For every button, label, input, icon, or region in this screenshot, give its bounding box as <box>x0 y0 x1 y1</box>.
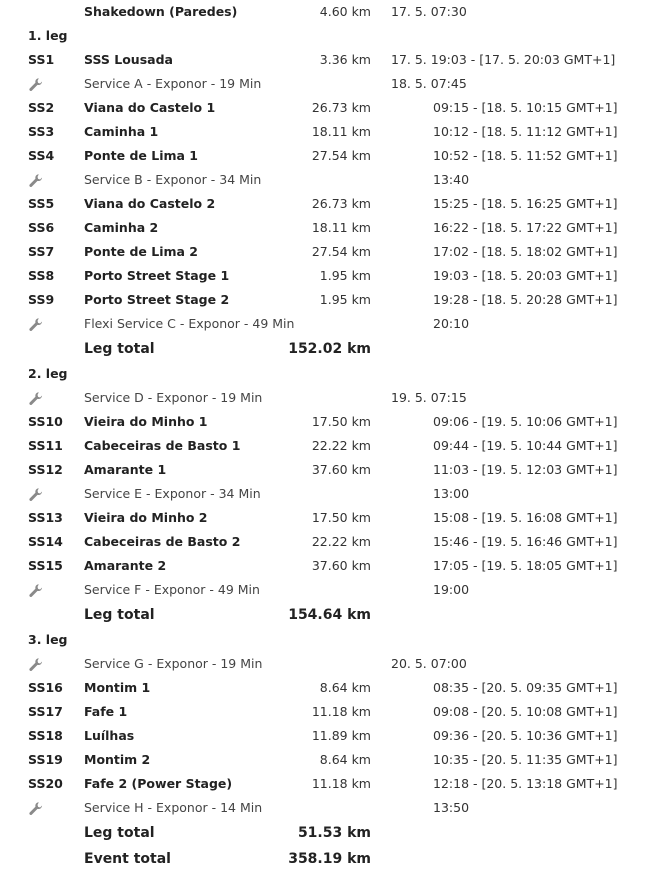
stage-name: Fafe 1 <box>84 704 128 719</box>
stage-id: SS16 <box>28 680 63 695</box>
stage-time: 10:12 - [18. 5. 11:12 GMT+1] <box>433 124 618 139</box>
service-time: 18. 5. 07:45 <box>391 76 467 91</box>
service-name: Service A - Exponor - 19 Min <box>84 76 262 91</box>
stage-name: Luílhas <box>84 728 135 743</box>
wrench-icon <box>28 317 44 333</box>
stage-row <box>0 554 653 578</box>
stage-id: SS6 <box>28 220 55 235</box>
leg-title: 3. leg <box>28 632 68 647</box>
service-name: Service D - Exponor - 19 Min <box>84 390 263 405</box>
stage-name: Porto Street Stage 2 <box>84 292 230 307</box>
stage-time: 10:35 - [20. 5. 11:35 GMT+1] <box>433 752 618 767</box>
stage-km: 11.18 km <box>311 776 371 791</box>
leg-heading <box>0 362 653 386</box>
stage-row <box>0 458 653 482</box>
stage-km: 27.54 km <box>311 148 371 163</box>
stage-km: 8.64 km <box>319 680 371 695</box>
stage-id: SS12 <box>28 462 63 477</box>
stage-row <box>0 144 653 168</box>
service-row <box>0 168 653 192</box>
stage-km: 11.18 km <box>311 704 371 719</box>
stage-id: SS13 <box>28 510 63 525</box>
service-time: 13:40 <box>433 172 470 187</box>
stage-time: 16:22 - [18. 5. 17:22 GMT+1] <box>433 220 618 235</box>
stage-row <box>0 410 653 434</box>
stage-km: 37.60 km <box>311 558 371 573</box>
stage-name: Cabeceiras de Basto 1 <box>84 438 241 453</box>
stage-id: SS17 <box>28 704 63 719</box>
service-row <box>0 312 653 336</box>
service-time: 20:10 <box>433 316 470 331</box>
wrench-icon <box>28 801 44 817</box>
wrench-icon <box>28 173 44 189</box>
stage-time: 15:46 - [19. 5. 16:46 GMT+1] <box>433 534 618 549</box>
leg-heading <box>0 628 653 652</box>
total-km: 154.64 km <box>288 607 371 623</box>
total-row <box>0 846 653 872</box>
wrench-icon <box>28 77 44 93</box>
stage-name: Amarante 2 <box>84 558 167 573</box>
stage-row <box>0 48 653 72</box>
stage-km: 3.36 km <box>319 52 371 67</box>
stage-time: 09:08 - [20. 5. 10:08 GMT+1] <box>433 704 618 719</box>
stage-time: 10:52 - [18. 5. 11:52 GMT+1] <box>433 148 618 163</box>
stage-id: SS20 <box>28 776 63 791</box>
stage-row <box>0 192 653 216</box>
total-label: Leg total <box>84 607 155 623</box>
stage-km: 22.22 km <box>311 438 371 453</box>
stage-km: 26.73 km <box>311 100 371 115</box>
service-name: Flexi Service C - Exponor - 49 Min <box>84 316 295 331</box>
stage-id: SS2 <box>28 100 55 115</box>
stage-name: Viana do Castelo 2 <box>84 196 216 211</box>
stage-row <box>0 216 653 240</box>
service-row <box>0 796 653 820</box>
stage-km: 1.95 km <box>319 268 371 283</box>
stage-id: SS3 <box>28 124 55 139</box>
stage-id: SS11 <box>28 438 63 453</box>
stage-name: Amarante 1 <box>84 462 167 477</box>
stage-row <box>0 748 653 772</box>
stage-time: 08:35 - [20. 5. 09:35 GMT+1] <box>433 680 618 695</box>
stage-km: 26.73 km <box>311 196 371 211</box>
total-label: Leg total <box>84 825 155 841</box>
service-time: 13:00 <box>433 486 470 501</box>
leg-heading <box>0 24 653 48</box>
stage-row <box>0 530 653 554</box>
stage-row <box>0 772 653 796</box>
stage-name: Montim 2 <box>84 752 151 767</box>
stage-name: Viana do Castelo 1 <box>84 100 216 115</box>
stage-time: 11:03 - [19. 5. 12:03 GMT+1] <box>433 462 618 477</box>
service-time: 13:50 <box>433 800 470 815</box>
service-row <box>0 386 653 410</box>
stage-name: Montim 1 <box>84 680 151 695</box>
stage-id: SS10 <box>28 414 63 429</box>
wrench-icon <box>28 391 44 407</box>
stage-km: 17.50 km <box>311 414 371 429</box>
stage-km: 1.95 km <box>319 292 371 307</box>
stage-time: 17:05 - [19. 5. 18:05 GMT+1] <box>433 558 618 573</box>
stage-time: 17. 5. 07:30 <box>391 4 467 19</box>
stage-time: 19:28 - [18. 5. 20:28 GMT+1] <box>433 292 618 307</box>
stage-km: 18.11 km <box>311 220 371 235</box>
stage-row <box>0 700 653 724</box>
total-km: 358.19 km <box>288 851 371 867</box>
stage-row <box>0 96 653 120</box>
stage-id: SS4 <box>28 148 55 163</box>
stage-name: Ponte de Lima 2 <box>84 244 198 259</box>
stage-id: SS7 <box>28 244 55 259</box>
stage-row <box>0 288 653 312</box>
stage-name: Caminha 1 <box>84 124 159 139</box>
stage-km: 18.11 km <box>311 124 371 139</box>
service-time: 19. 5. 07:15 <box>391 390 467 405</box>
stage-time: 12:18 - [20. 5. 13:18 GMT+1] <box>433 776 618 791</box>
stage-name: Porto Street Stage 1 <box>84 268 230 283</box>
stage-name: Caminha 2 <box>84 220 159 235</box>
stage-row <box>0 240 653 264</box>
total-row <box>0 820 653 846</box>
wrench-icon <box>28 657 44 673</box>
stage-row <box>0 0 653 24</box>
wrench-icon <box>28 583 44 599</box>
stage-time: 09:15 - [18. 5. 10:15 GMT+1] <box>433 100 618 115</box>
service-time: 20. 5. 07:00 <box>391 656 467 671</box>
stage-name: SSS Lousada <box>84 52 173 67</box>
stage-km: 11.89 km <box>311 728 371 743</box>
stage-row <box>0 434 653 458</box>
service-name: Service G - Exponor - 19 Min <box>84 656 263 671</box>
stage-km: 27.54 km <box>311 244 371 259</box>
stage-id: SS18 <box>28 728 63 743</box>
service-name: Service B - Exponor - 34 Min <box>84 172 262 187</box>
total-label: Leg total <box>84 341 155 357</box>
stage-id: SS15 <box>28 558 63 573</box>
stage-row <box>0 264 653 288</box>
stage-name: Vieira do Minho 1 <box>84 414 208 429</box>
service-row <box>0 72 653 96</box>
stage-time: 15:08 - [19. 5. 16:08 GMT+1] <box>433 510 618 525</box>
stage-time: 17:02 - [18. 5. 18:02 GMT+1] <box>433 244 618 259</box>
stage-row <box>0 120 653 144</box>
stage-time: 19:03 - [18. 5. 20:03 GMT+1] <box>433 268 618 283</box>
leg-title: 2. leg <box>28 366 68 381</box>
leg-title: 1. leg <box>28 28 68 43</box>
stage-id: SS14 <box>28 534 63 549</box>
stage-name: Ponte de Lima 1 <box>84 148 198 163</box>
total-row <box>0 336 653 362</box>
stage-id: SS9 <box>28 292 55 307</box>
stage-km: 22.22 km <box>311 534 371 549</box>
stage-name: Shakedown (Paredes) <box>84 4 238 19</box>
service-time: 19:00 <box>433 582 470 597</box>
service-row <box>0 652 653 676</box>
stage-name: Fafe 2 (Power Stage) <box>84 776 233 791</box>
total-km: 51.53 km <box>297 825 371 841</box>
stage-km: 4.60 km <box>319 4 371 19</box>
service-row <box>0 482 653 506</box>
stage-time: 17. 5. 19:03 - [17. 5. 20:03 GMT+1] <box>391 52 616 67</box>
stage-id: SS1 <box>28 52 55 67</box>
stage-time: 15:25 - [18. 5. 16:25 GMT+1] <box>433 196 618 211</box>
service-row <box>0 578 653 602</box>
stage-id: SS19 <box>28 752 63 767</box>
stage-time: 09:36 - [20. 5. 10:36 GMT+1] <box>433 728 618 743</box>
stage-km: 17.50 km <box>311 510 371 525</box>
stage-km: 8.64 km <box>319 752 371 767</box>
stage-id: SS8 <box>28 268 55 283</box>
total-km: 152.02 km <box>288 341 371 357</box>
total-label: Event total <box>84 851 171 867</box>
stage-name: Cabeceiras de Basto 2 <box>84 534 241 549</box>
stage-km: 37.60 km <box>311 462 371 477</box>
stage-row <box>0 676 653 700</box>
stage-row <box>0 506 653 530</box>
stage-row <box>0 724 653 748</box>
stage-time: 09:44 - [19. 5. 10:44 GMT+1] <box>433 438 618 453</box>
wrench-icon <box>28 487 44 503</box>
total-row <box>0 602 653 628</box>
stage-name: Vieira do Minho 2 <box>84 510 208 525</box>
service-name: Service H - Exponor - 14 Min <box>84 800 263 815</box>
stage-time: 09:06 - [19. 5. 10:06 GMT+1] <box>433 414 618 429</box>
service-name: Service F - Exponor - 49 Min <box>84 582 260 597</box>
stage-id: SS5 <box>28 196 55 211</box>
service-name: Service E - Exponor - 34 Min <box>84 486 261 501</box>
